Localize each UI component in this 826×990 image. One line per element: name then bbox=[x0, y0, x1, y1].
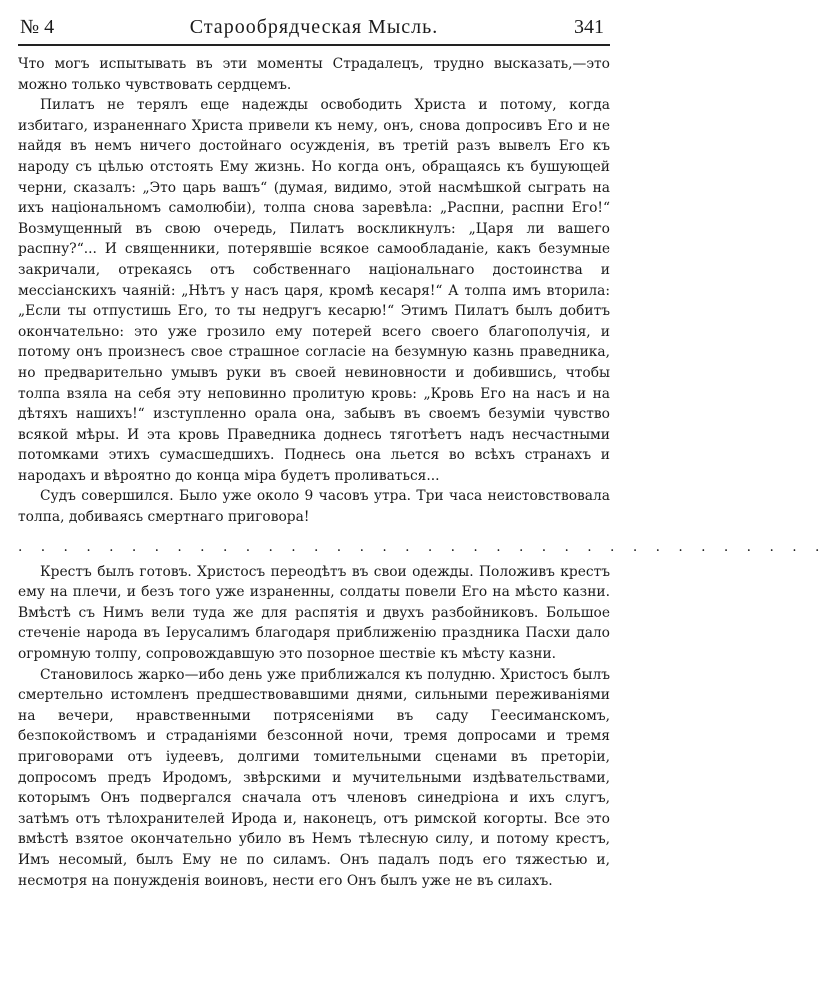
issue-number: № 4 bbox=[20, 16, 55, 38]
section-separator: . . . . . . . . . . . . . . . . . . . . . . . . . . . . . . . . . . . . bbox=[18, 538, 826, 555]
journal-title: Старообрядческая Мысль. bbox=[189, 16, 439, 38]
body-text bbox=[18, 54, 826, 891]
paragraph-4: Крестъ былъ готовъ. Христосъ переодѣтъ въ свои одежды. Положивъ крестъ ему на плечи, и безъ того уже израненны, солдаты повели Его на мѣсто казни. Вмѣстѣ съ Нимъ вели туда же для распятія и двухъ разбойниковъ. Большое стеченіе народа въ Іерусалимъ благодаря приближенію праздника Пасхи дало огромную толпу, сопровождавшую это позорное шествіе къ мѣсту казни. bbox=[18, 563, 610, 663]
page bbox=[18, 10, 826, 982]
running-header bbox=[18, 10, 610, 46]
paragraph-5: Становилось жарко—ибо день уже приближался къ полудню. Христосъ былъ смертельно истомленъ предшествовавшими днями, сильными переживаніями на вечери, нравственными потрясеніями въ саду Геесиманскомъ, безпокойствомъ и страданіями безсонной ночи, тремя допросами и тремя приговорами отъ іудеевъ, долгими томительными сценами въ преторіи, допросомъ предъ Иродомъ, звѣрскими и мучительными издѣвательствами, которымъ Онъ подвергался сначала отъ членовъ синедріона и ихъ слугъ, затѣмъ отъ тѣлохранителей Ирода и, наконецъ, отъ римской когорты. Все это вмѣстѣ взятое окончательно убило въ Немъ тѣлесную силу, и потому крестъ, Имъ несомый, былъ Ему не по силамъ. Онъ падалъ подъ его тяжестью и, несмотря на понужденія воиновъ, нести его Онъ былъ уже не въ силахъ. bbox=[18, 666, 610, 889]
paragraph-2: Пилатъ не терялъ еще надежды освободить Христа и потому, когда избитаго, израненнаго Христа привели къ нему, онъ, снова допросивъ Его и не найдя въ немъ ничего достойнаго осужденія, въ третій разъ вывелъ Его къ народу съ цѣлью отстоять Ему жизнь. Но когда онъ, обращаясь къ бушующей черни, сказалъ: „Это царь вашъ“ (думая, видимо, этой насмѣшкой сыграть на ихъ національномъ самолюбіи), толпа снова заревѣла: „Распни, распни Его!“ Возмущенный въ свою очередь, Пилатъ воскликнулъ: „Царя ли вашего распну?“... И священники, потерявшіе всякое самообладаніе, какъ безумные закричали, отрекаясь отъ собственнаго національнаго достоинства и мессіанскихъ чаяній: „Нѣтъ у насъ царя, кромѣ кесаря!“ А толпа имъ вторила: „Если ты отпустишь Его, то ты недругъ кесарю!“ Этимъ Пилатъ былъ добитъ окончательно: это уже грозило ему потерей всего своего благополучія, и потому онъ произнесъ свое страшное согласіе на безумную казнь праведника, но предварительно умывъ руки въ своей невиновности и добившись, чтобы толпа взяла на себя эту неповинно пролитую кровь: „Кровь Его на насъ и на дѣтяхъ нашихъ!“ изступленно орала она, забывъ въ своемъ безуміи чувство всякой мѣры. И эта кровь Праведника доднесь тяготѣетъ надъ несчастными потомками этихъ сумасшедшихъ. Поднесь она льется во всѣхъ странахъ и народахъ и вѣроятно до конца міра будетъ проливаться... bbox=[18, 97, 610, 484]
page-number: 341 bbox=[574, 16, 604, 38]
paragraph-3: Судъ совершился. Было уже около 9 часовъ утра. Три часа неистовствовала толпа, добиваясь смертнаго приговора! bbox=[18, 488, 610, 526]
paragraph-1: Что могъ испытывать въ эти моменты Страдалецъ, трудно высказать,—это можно только чувствовать сердцемъ. bbox=[18, 56, 610, 93]
